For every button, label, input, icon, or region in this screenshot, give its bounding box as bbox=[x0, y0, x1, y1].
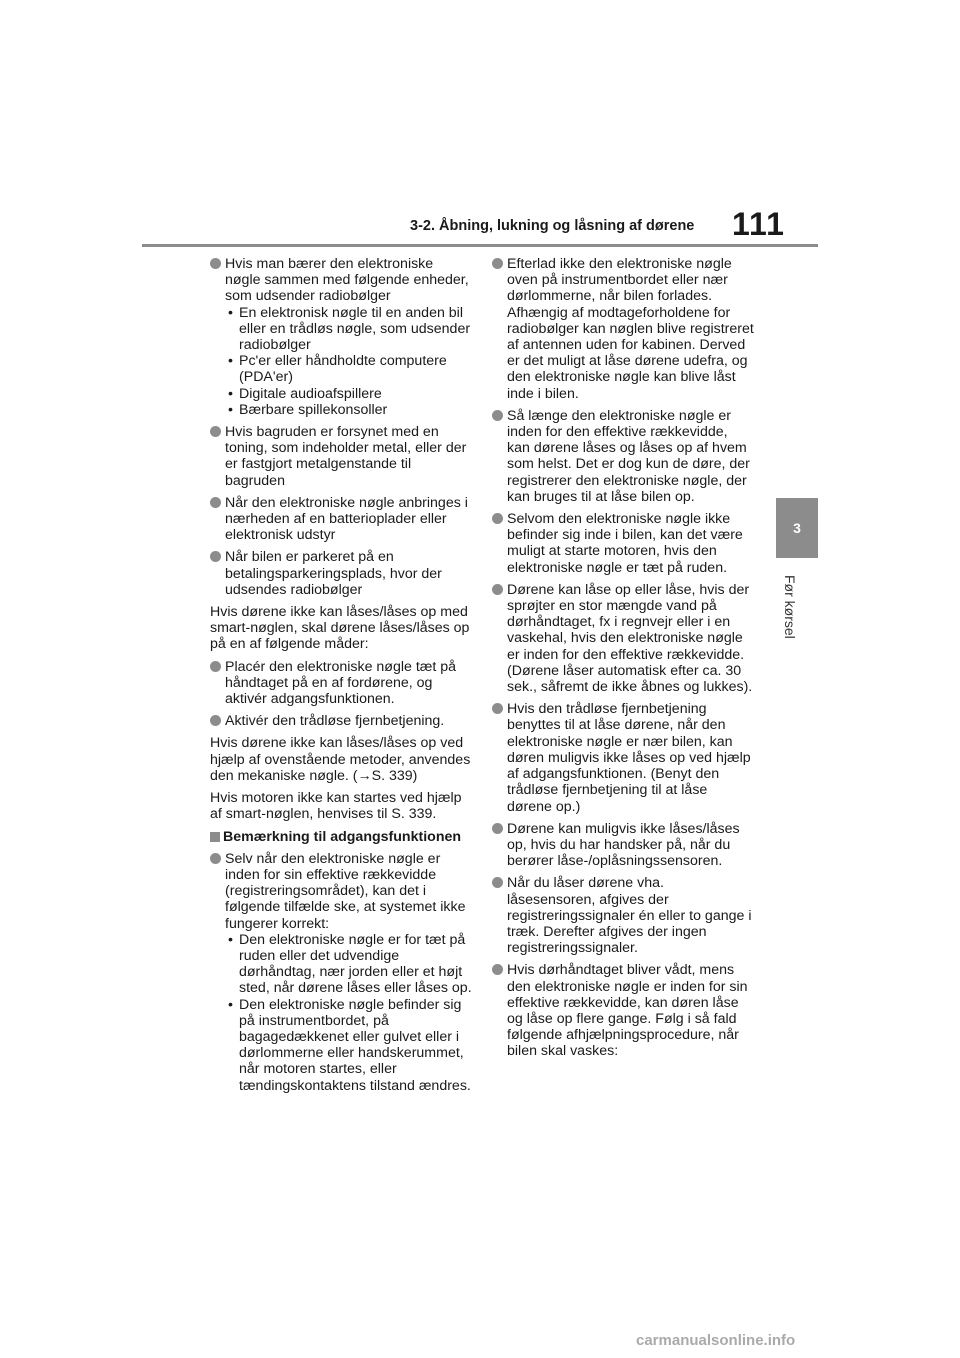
list-item bbox=[492, 582, 754, 695]
bullet-text: Selvom den elektroniske nøgle ikke befinder sig inde i bilen, kan det være muligt at starte motoren, hvis den elektroniske nøgle er tæt på ruden. bbox=[507, 511, 743, 576]
list-item bbox=[210, 256, 472, 418]
sub-list bbox=[225, 932, 472, 1094]
bullet-dot-icon bbox=[492, 513, 503, 524]
bullet-dot-icon bbox=[492, 823, 503, 834]
bullet-dot-icon bbox=[492, 410, 503, 421]
sub-list-item: • Digitale audioafspillere bbox=[225, 386, 472, 402]
bullet-dot-icon bbox=[210, 551, 221, 562]
list-item bbox=[210, 713, 472, 729]
bullet-text: Så længe den elektroniske nøgle er inden for den effektive rækkevidde, kan dørene låses og låses op af hvem som helst. Det er dog kun de døre, der registrerer den elektroniske nøgle, der kan bruges til at låse bilen op. bbox=[507, 407, 750, 505]
bullet-text: Hvis man bærer den elektroniske nøgle sammen med følgende enheder, som udsender radiobølger bbox=[225, 256, 469, 305]
bullet-text: Placér den elektroniske nøgle tæt på håndtaget på en af fordørene, og aktivér adgangsfunktionen. bbox=[225, 658, 457, 708]
list-item bbox=[492, 701, 754, 814]
page-number: 111 bbox=[732, 206, 785, 242]
bullet-dot-icon bbox=[492, 877, 503, 888]
list-item bbox=[210, 495, 472, 544]
heading-square-icon bbox=[210, 832, 220, 842]
paragraph: Hvis dørene ikke kan låses/låses op ved hjælp af ovenstående metoder, anvendes den mekaniske nøgle. (→S. 339) bbox=[210, 735, 471, 784]
chapter-label: Før kørsel bbox=[782, 575, 798, 639]
list-item bbox=[492, 875, 754, 956]
paragraph: Hvis motoren ikke kan startes ved hjælp af smart-nøglen, henvises til S. 339. bbox=[210, 790, 462, 823]
bullet-dot-icon bbox=[210, 497, 221, 508]
list-item bbox=[492, 511, 754, 576]
list-item bbox=[210, 424, 472, 489]
sub-list-item: • Den elektroniske nøgle befinder sig på instrumentbordet, på bagagedækkenet eller gulvet eller i dørlommerne eller handskerummet, når motoren startes, eller tændingskontaktens tilstand ændres. bbox=[225, 997, 472, 1094]
bullet-dot-icon bbox=[492, 584, 503, 595]
bullet-text: Når du låser dørene vha. låsesensoren, afgives der registreringssignaler én eller to gange i træk. Derefter afgives der ingen registreringssignaler. bbox=[507, 875, 752, 957]
section-title: 3-2. Åbning, lukning og låsning af dørene bbox=[410, 218, 695, 234]
bullet-text: Dørene kan muligvis ikke låses/låses op, hvis du har handsker på, når du berører låse-/oplåsningssensoren. bbox=[507, 820, 740, 870]
bullet-text: Efterlad ikke den elektroniske nøgle oven på instrumentbordet eller nær dørlommerne, når bilen forlades. Afhængig af modtageforholdene for radiobølger kan nøglen blive registreret af antennen uden for kabinen. Derved er det muligt at låse dørene udefra, og den elektroniske nøgle kan blive låst inde i bilen. bbox=[507, 256, 754, 402]
sub-list bbox=[225, 305, 472, 418]
bullet-dot-icon bbox=[492, 964, 503, 975]
list-item bbox=[492, 408, 754, 505]
paragraph: Hvis dørene ikke kan låses/låses op med smart-nøglen, skal dørene låses/låses op på en af følgende måder: bbox=[210, 604, 470, 653]
bullet-dot-icon bbox=[492, 703, 503, 714]
left-column bbox=[210, 256, 472, 1100]
bullet-dot-icon bbox=[210, 258, 221, 269]
right-column bbox=[492, 256, 754, 1066]
list-item bbox=[492, 821, 754, 870]
list-item bbox=[210, 549, 472, 598]
bullet-dot-icon bbox=[210, 853, 221, 864]
chapter-tab bbox=[776, 498, 818, 558]
bullet-text: Når den elektroniske nøgle anbringes i nærheden af en batterioplader eller elektronisk udstyr bbox=[225, 494, 468, 544]
sub-list-item: • Bærbare spillekonsoller bbox=[225, 402, 472, 418]
bullet-text: Når bilen er parkeret på en betalingsparkeringsplads, hvor der udsendes radiobølger bbox=[225, 549, 442, 598]
bullet-text: Dørene kan låse op eller låse, hvis der sprøjter en stor mængde vand på dørhåndtaget, fx i regnvejr eller i en vaskehal, hvis den elektroniske nøgle er inden for den effektive rækkevidde. (Dørene låser automatisk efter ca. 30 sek., såfremt de ikke åbnes og lukkes). bbox=[507, 581, 753, 696]
subsection-heading bbox=[210, 829, 472, 845]
sub-list-item: • Den elektroniske nøgle er for tæt på ruden eller det udvendige dørhåndtag, nær jorden eller et højt sted, når dørene låses eller låses op. bbox=[225, 932, 472, 997]
chapter-number: 3 bbox=[793, 520, 801, 536]
bullet-dot-icon bbox=[210, 661, 221, 672]
sub-list-item: • Pc'er eller håndholdte computere (PDA'er) bbox=[225, 353, 472, 385]
bullet-dot-icon bbox=[210, 426, 221, 437]
list-item bbox=[210, 659, 472, 708]
bullet-text: Hvis den trådløse fjernbetjening benyttes til at låse dørene, når den elektroniske nøgle er nær bilen, kan døren muligvis ikke låses op ved hjælp af adgangsfunktionen. (Benyt den trådløse fjernbetjening til at låse dørene op.) bbox=[507, 701, 751, 815]
header-divider bbox=[142, 244, 818, 247]
sub-list-item: • En elektronisk nøgle til en anden bil eller en trådløs nøgle, som udsender radiobølger bbox=[225, 305, 472, 354]
watermark: carmanualsonline.info bbox=[636, 1332, 796, 1349]
bullet-text: Hvis dørhåndtaget bliver vådt, mens den elektroniske nøgle er inden for sin effektive rækkevidde, kan døren låse og låse op flere gange. Følg i så fald følgende afhjælpningsprocedure, når bilen skal vaskes: bbox=[507, 962, 748, 1060]
list-item bbox=[492, 962, 754, 1059]
bullet-text: Aktivér den trådløse fjernbetjening. bbox=[225, 713, 445, 730]
list-item bbox=[492, 256, 754, 402]
heading-text: Bemærkning til adgangsfunktionen bbox=[223, 828, 462, 845]
list-item bbox=[210, 851, 472, 1094]
bullet-dot-icon bbox=[492, 258, 503, 269]
bullet-dot-icon bbox=[210, 715, 221, 726]
bullet-text: Hvis bagruden er forsynet med en toning, som indeholder metal, eller der er fastgjort metalgenstande til bagruden bbox=[225, 424, 467, 489]
bullet-text: Selv når den elektroniske nøgle er inden for sin effektive rækkevidde (registreringsområdet), kan det i følgende tilfælde ske, at systemet ikke fungerer korrekt: bbox=[225, 850, 466, 932]
